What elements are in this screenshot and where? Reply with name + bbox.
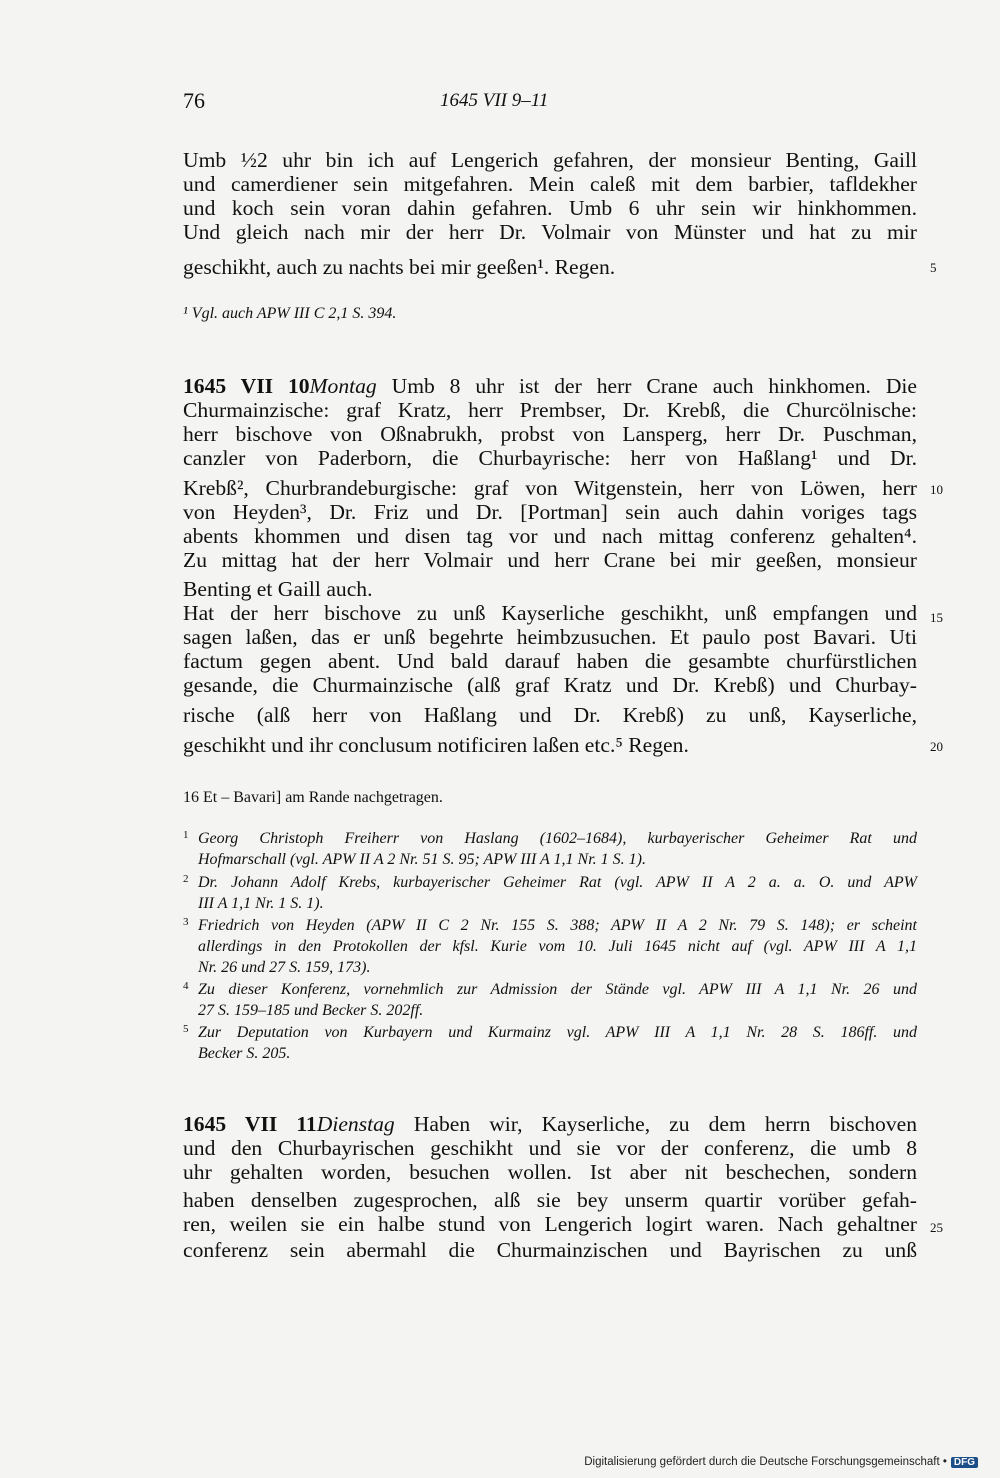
footnote: allerdings in den Protokollen der kfsl. Kurie vom 10. Juli 1645 nicht auf (vgl. APW III A 1,1: [198, 938, 917, 955]
text-line: abents khommen und disen tag vor und nach mittag conferenz gehalten⁴.: [183, 524, 917, 548]
entry-first-line: [183, 1112, 917, 1136]
line-number: 15: [930, 610, 943, 625]
footnote-mark: 5: [183, 1023, 189, 1035]
running-head: 1645 VII 9–11: [440, 90, 549, 111]
text-line: Und gleich nach mir der herr Dr. Volmair von Münster und hat zu mir: [183, 220, 917, 244]
text-line: Zu mittag hat der herr Volmair und herr Crane bei mir geeßen, monsieur: [183, 548, 917, 572]
text-line: herr bischove von Oßnabrukh, probst von Lansperg, herr Dr. Puschman,: [183, 422, 917, 446]
entry-text: Haben wir, Kayserliche, zu dem herrn bischoven: [394, 1112, 918, 1136]
text-line: Churmainzische: graf Kratz, herr Prembser, Dr. Krebß, die Churcölnische:: [183, 398, 917, 422]
text-line: factum gegen abent. Und bald darauf haben die gesambte churfürstlichen: [183, 649, 917, 673]
footnote: Becker S. 205.: [198, 1045, 291, 1062]
text-line: sagen laßen, das er unß begehrte heimbzusuchen. Et paulo post Bavari. Uti: [183, 625, 917, 649]
footnote: Nr. 26 und 27 S. 159, 173).: [198, 959, 371, 976]
credit-text: Digitalisierung gefördert durch die Deutsche Forschungsgemeinschaft •: [584, 1456, 947, 1468]
footnote-mark: 1: [183, 829, 189, 841]
line-number: 20: [930, 739, 943, 754]
dfg-logo: DFG: [951, 1457, 978, 1468]
footnote: Dr. Johann Adolf Krebs, kurbayerischer Geheimer Rat (vgl. APW II A 2 a. a. O. und APW: [198, 874, 917, 891]
text-line: und koch sein voran dahin gefahren. Umb 6 uhr sein wir hinkhommen.: [183, 196, 917, 220]
text-line: von Heyden³, Dr. Friz und Dr. [Portman] sein auch dahin voriges tags: [183, 500, 917, 524]
footnote: Zu dieser Konferenz, vornehmlich zur Admission der Stände vgl. APW III A 1,1 Nr. 26 und: [198, 981, 917, 998]
text-line: Krebß², Churbrandeburgische: graf von Witgenstein, herr von Löwen, herr: [183, 476, 917, 500]
textual-note: 16 Et – Bavari] am Rande nachgetragen.: [183, 789, 443, 806]
text-line: haben denselben zugesprochen, alß sie bey unserm quartir vorüber gefah-: [183, 1188, 917, 1212]
text-line: und den Churbayrischen geschikht und sie vor der conferenz, die umb 8: [183, 1136, 917, 1160]
text-line: canzler von Paderborn, die Churbayrische: herr von Haßlang¹ und Dr.: [183, 446, 917, 470]
footnote: 27 S. 159–185 und Becker S. 202ff.: [198, 1002, 424, 1019]
footnote-mark: 4: [183, 980, 189, 992]
footnote: Hofmarschall (vgl. APW II A 2 Nr. 51 S. 95; APW III A 1,1 Nr. 1 S. 1).: [198, 851, 646, 868]
footnote: Georg Christoph Freiherr von Haslang (1602–1684), kurbayerischer Geheimer Rat und: [198, 830, 917, 847]
line-number: 25: [930, 1220, 943, 1235]
entry-date: 1645 VII 11: [183, 1112, 317, 1136]
text-line: Hat der herr bischove zu unß Kayserliche geschikht, unß empfangen und: [183, 601, 917, 625]
text-line: geschikht, auch zu nachts bei mir geeßen¹. Regen.: [183, 255, 616, 279]
entry-first-line: [183, 374, 917, 398]
text-line: Umb ½2 uhr bin ich auf Lengerich gefahren, der monsieur Benting, Gaill: [183, 148, 917, 172]
footnote: ¹ Vgl. auch APW III C 2,1 S. 394.: [183, 305, 397, 322]
text-line: conferenz sein abermahl die Churmainzischen und Bayrischen zu unß: [183, 1238, 917, 1262]
line-number: 10: [930, 482, 943, 497]
footnote-mark: 3: [183, 916, 189, 928]
line-number: 5: [930, 260, 937, 275]
entry-day: Montag: [309, 374, 377, 398]
footer-credit: [584, 1456, 978, 1468]
footnote: Friedrich von Heyden (APW II C 2 Nr. 155 S. 388; APW II A 2 Nr. 79 S. 148); er scheint: [198, 917, 917, 934]
entry-date: 1645 VII 10: [183, 374, 310, 398]
page-number: 76: [183, 88, 205, 113]
text-line: geschikht und ihr conclusum notificiren laßen etc.⁵ Regen.: [183, 733, 689, 757]
footnote: Zur Deputation von Kurbayern und Kurmainz vgl. APW III A 1,1 Nr. 28 S. 186ff. und: [198, 1024, 917, 1041]
entry-text: Umb 8 uhr ist der herr Crane auch hinkhomen. Die: [376, 374, 917, 398]
footnote: III A 1,1 Nr. 1 S. 1).: [198, 895, 324, 912]
text-line: gesande, die Churmainzische (alß graf Kratz und Dr. Krebß) und Churbay-: [183, 673, 917, 697]
text-line: Benting et Gaill auch.: [183, 577, 373, 601]
text-line: ren, weilen sie ein halbe stund von Lengerich logirt waren. Nach gehaltner: [183, 1212, 917, 1236]
entry-day: Dienstag: [316, 1112, 395, 1136]
text-line: rische (alß herr von Haßlang und Dr. Krebß) zu unß, Kayserliche,: [183, 703, 917, 727]
footnote-mark: 2: [183, 873, 189, 885]
text-line: uhr gehalten worden, besuchen wollen. Ist aber nit beschechen, sondern: [183, 1160, 917, 1184]
text-line: und camerdiener sein mitgefahren. Mein caleß mit dem barbier, tafldekher: [183, 172, 917, 196]
